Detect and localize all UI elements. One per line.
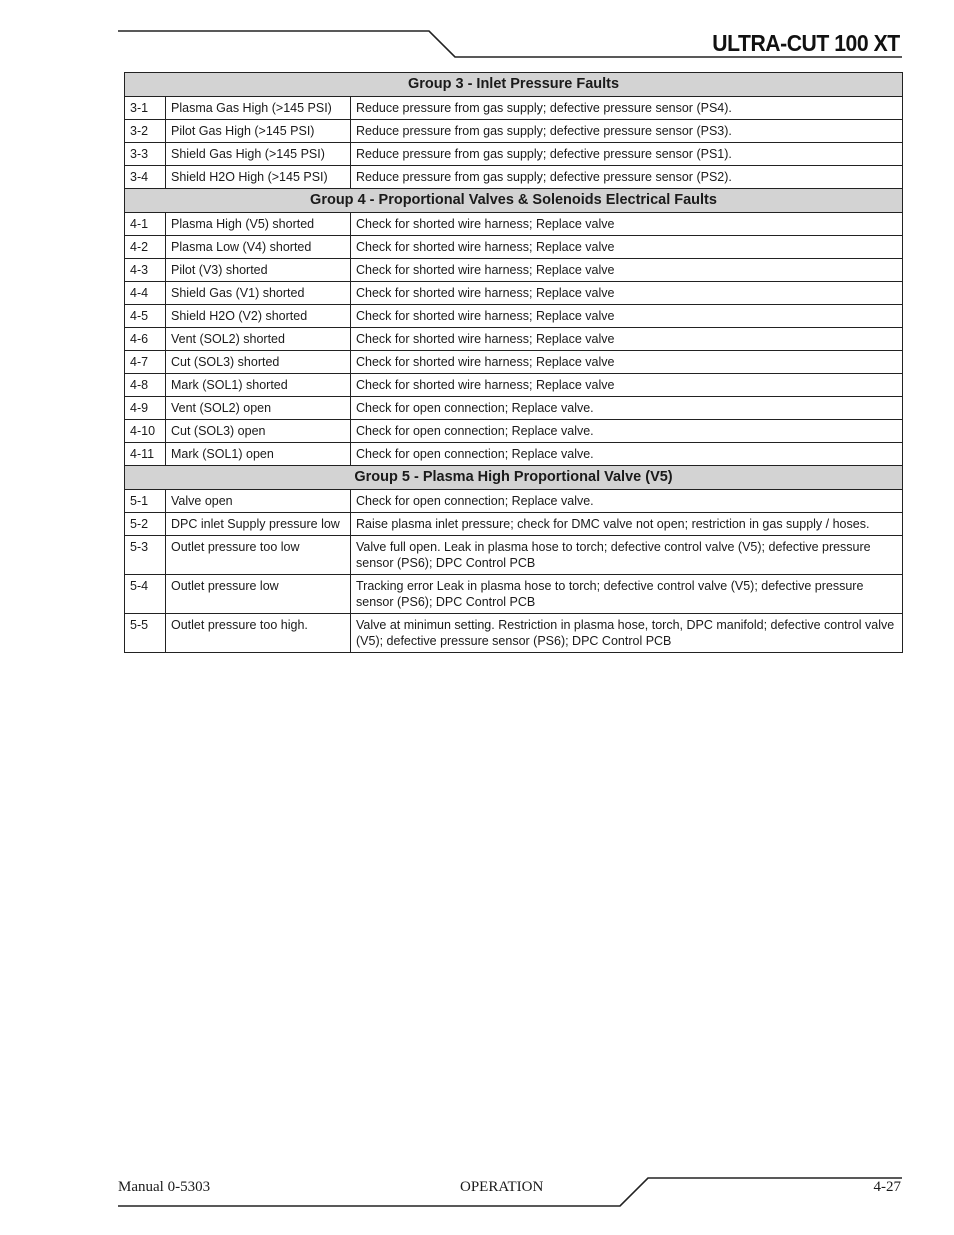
fault-code: 4-6 (125, 328, 166, 351)
table-row (125, 575, 903, 614)
fault-description: Outlet pressure too low (166, 536, 351, 575)
group-title: Group 5 - Plasma High Proportional Valve (V5) (125, 466, 903, 490)
fault-description: Cut (SOL3) shorted (166, 351, 351, 374)
table-row (125, 614, 903, 653)
fault-remedy: Reduce pressure from gas supply; defective pressure sensor (PS3). (351, 120, 903, 143)
fault-description: Vent (SOL2) open (166, 397, 351, 420)
table-row (125, 374, 903, 397)
group-header-row (125, 189, 903, 213)
fault-code: 4-10 (125, 420, 166, 443)
table-row (125, 328, 903, 351)
fault-code: 4-5 (125, 305, 166, 328)
table-row (125, 259, 903, 282)
fault-code: 3-2 (125, 120, 166, 143)
fault-description: Mark (SOL1) open (166, 443, 351, 466)
fault-description: Cut (SOL3) open (166, 420, 351, 443)
fault-remedy: Check for open connection; Replace valve. (351, 397, 903, 420)
table-row (125, 536, 903, 575)
fault-code: 3-4 (125, 166, 166, 189)
fault-remedy: Check for shorted wire harness; Replace valve (351, 213, 903, 236)
fault-remedy: Check for shorted wire harness; Replace valve (351, 374, 903, 397)
fault-table-body (125, 73, 903, 653)
fault-table (124, 72, 903, 653)
fault-remedy: Reduce pressure from gas supply; defective pressure sensor (PS4). (351, 97, 903, 120)
fault-description: Shield H2O (V2) shorted (166, 305, 351, 328)
table-row (125, 397, 903, 420)
fault-remedy: Check for shorted wire harness; Replace valve (351, 282, 903, 305)
fault-description: Pilot Gas High (>145 PSI) (166, 120, 351, 143)
fault-code: 5-5 (125, 614, 166, 653)
fault-code: 3-1 (125, 97, 166, 120)
fault-code: 4-7 (125, 351, 166, 374)
fault-code: 4-9 (125, 397, 166, 420)
table-row (125, 351, 903, 374)
group-title: Group 4 - Proportional Valves & Solenoids Electrical Faults (125, 189, 903, 213)
table-row (125, 236, 903, 259)
fault-description: Plasma High (V5) shorted (166, 213, 351, 236)
table-row (125, 143, 903, 166)
table-row (125, 490, 903, 513)
fault-remedy: Check for shorted wire harness; Replace valve (351, 351, 903, 374)
table-row (125, 282, 903, 305)
fault-remedy: Check for open connection; Replace valve. (351, 420, 903, 443)
fault-code: 3-3 (125, 143, 166, 166)
fault-description: Valve open (166, 490, 351, 513)
fault-description: Outlet pressure low (166, 575, 351, 614)
section-name: OPERATION (460, 1179, 544, 1195)
table-row (125, 443, 903, 466)
fault-code: 5-3 (125, 536, 166, 575)
fault-remedy: Check for shorted wire harness; Replace valve (351, 328, 903, 351)
fault-remedy: Check for open connection; Replace valve. (351, 443, 903, 466)
fault-remedy: Check for shorted wire harness; Replace valve (351, 305, 903, 328)
fault-description: Shield Gas (V1) shorted (166, 282, 351, 305)
fault-code: 4-11 (125, 443, 166, 466)
fault-remedy: Reduce pressure from gas supply; defective pressure sensor (PS2). (351, 166, 903, 189)
fault-remedy: Reduce pressure from gas supply; defective pressure sensor (PS1). (351, 143, 903, 166)
fault-remedy: Check for shorted wire harness; Replace valve (351, 259, 903, 282)
fault-remedy: Check for open connection; Replace valve. (351, 490, 903, 513)
fault-code: 4-1 (125, 213, 166, 236)
table-row (125, 213, 903, 236)
fault-description: Mark (SOL1) shorted (166, 374, 351, 397)
group-header-row (125, 73, 903, 97)
fault-description: Outlet pressure too high. (166, 614, 351, 653)
table-row (125, 166, 903, 189)
fault-description: Shield H2O High (>145 PSI) (166, 166, 351, 189)
fault-code: 4-4 (125, 282, 166, 305)
table-row (125, 305, 903, 328)
group-title: Group 3 - Inlet Pressure Faults (125, 73, 903, 97)
table-row (125, 513, 903, 536)
fault-description: Shield Gas High (>145 PSI) (166, 143, 351, 166)
fault-code: 5-2 (125, 513, 166, 536)
fault-code: 5-4 (125, 575, 166, 614)
table-row (125, 420, 903, 443)
group-header-row (125, 466, 903, 490)
fault-remedy: Valve full open. Leak in plasma hose to torch; defective control valve (V5); defective pressure sensor (PS6); DPC Control PCB (351, 536, 903, 575)
fault-description: Vent (SOL2) shorted (166, 328, 351, 351)
page-number: 4-27 (873, 1179, 901, 1195)
fault-remedy: Check for shorted wire harness; Replace valve (351, 236, 903, 259)
document-title: ULTRA-CUT 100 XT (712, 30, 900, 56)
fault-code: 4-8 (125, 374, 166, 397)
fault-code: 5-1 (125, 490, 166, 513)
fault-description: DPC inlet Supply pressure low (166, 513, 351, 536)
fault-description: Plasma Gas High (>145 PSI) (166, 97, 351, 120)
manual-number: Manual 0-5303 (118, 1179, 211, 1195)
fault-code: 4-3 (125, 259, 166, 282)
fault-remedy: Raise plasma inlet pressure; check for DMC valve not open; restriction in gas supply / hoses. (351, 513, 903, 536)
table-row (125, 120, 903, 143)
fault-description: Pilot (V3) shorted (166, 259, 351, 282)
table-row (125, 97, 903, 120)
fault-code: 4-2 (125, 236, 166, 259)
fault-remedy: Valve at minimun setting. Restriction in plasma hose, torch, DPC manifold; defective control valve (V5); defective pressure sensor (PS6); DPC Control PCB (351, 614, 903, 653)
fault-remedy: Tracking error Leak in plasma hose to torch; defective control valve (V5); defective pressure sensor (PS6); DPC Control PCB (351, 575, 903, 614)
fault-description: Plasma Low (V4) shorted (166, 236, 351, 259)
